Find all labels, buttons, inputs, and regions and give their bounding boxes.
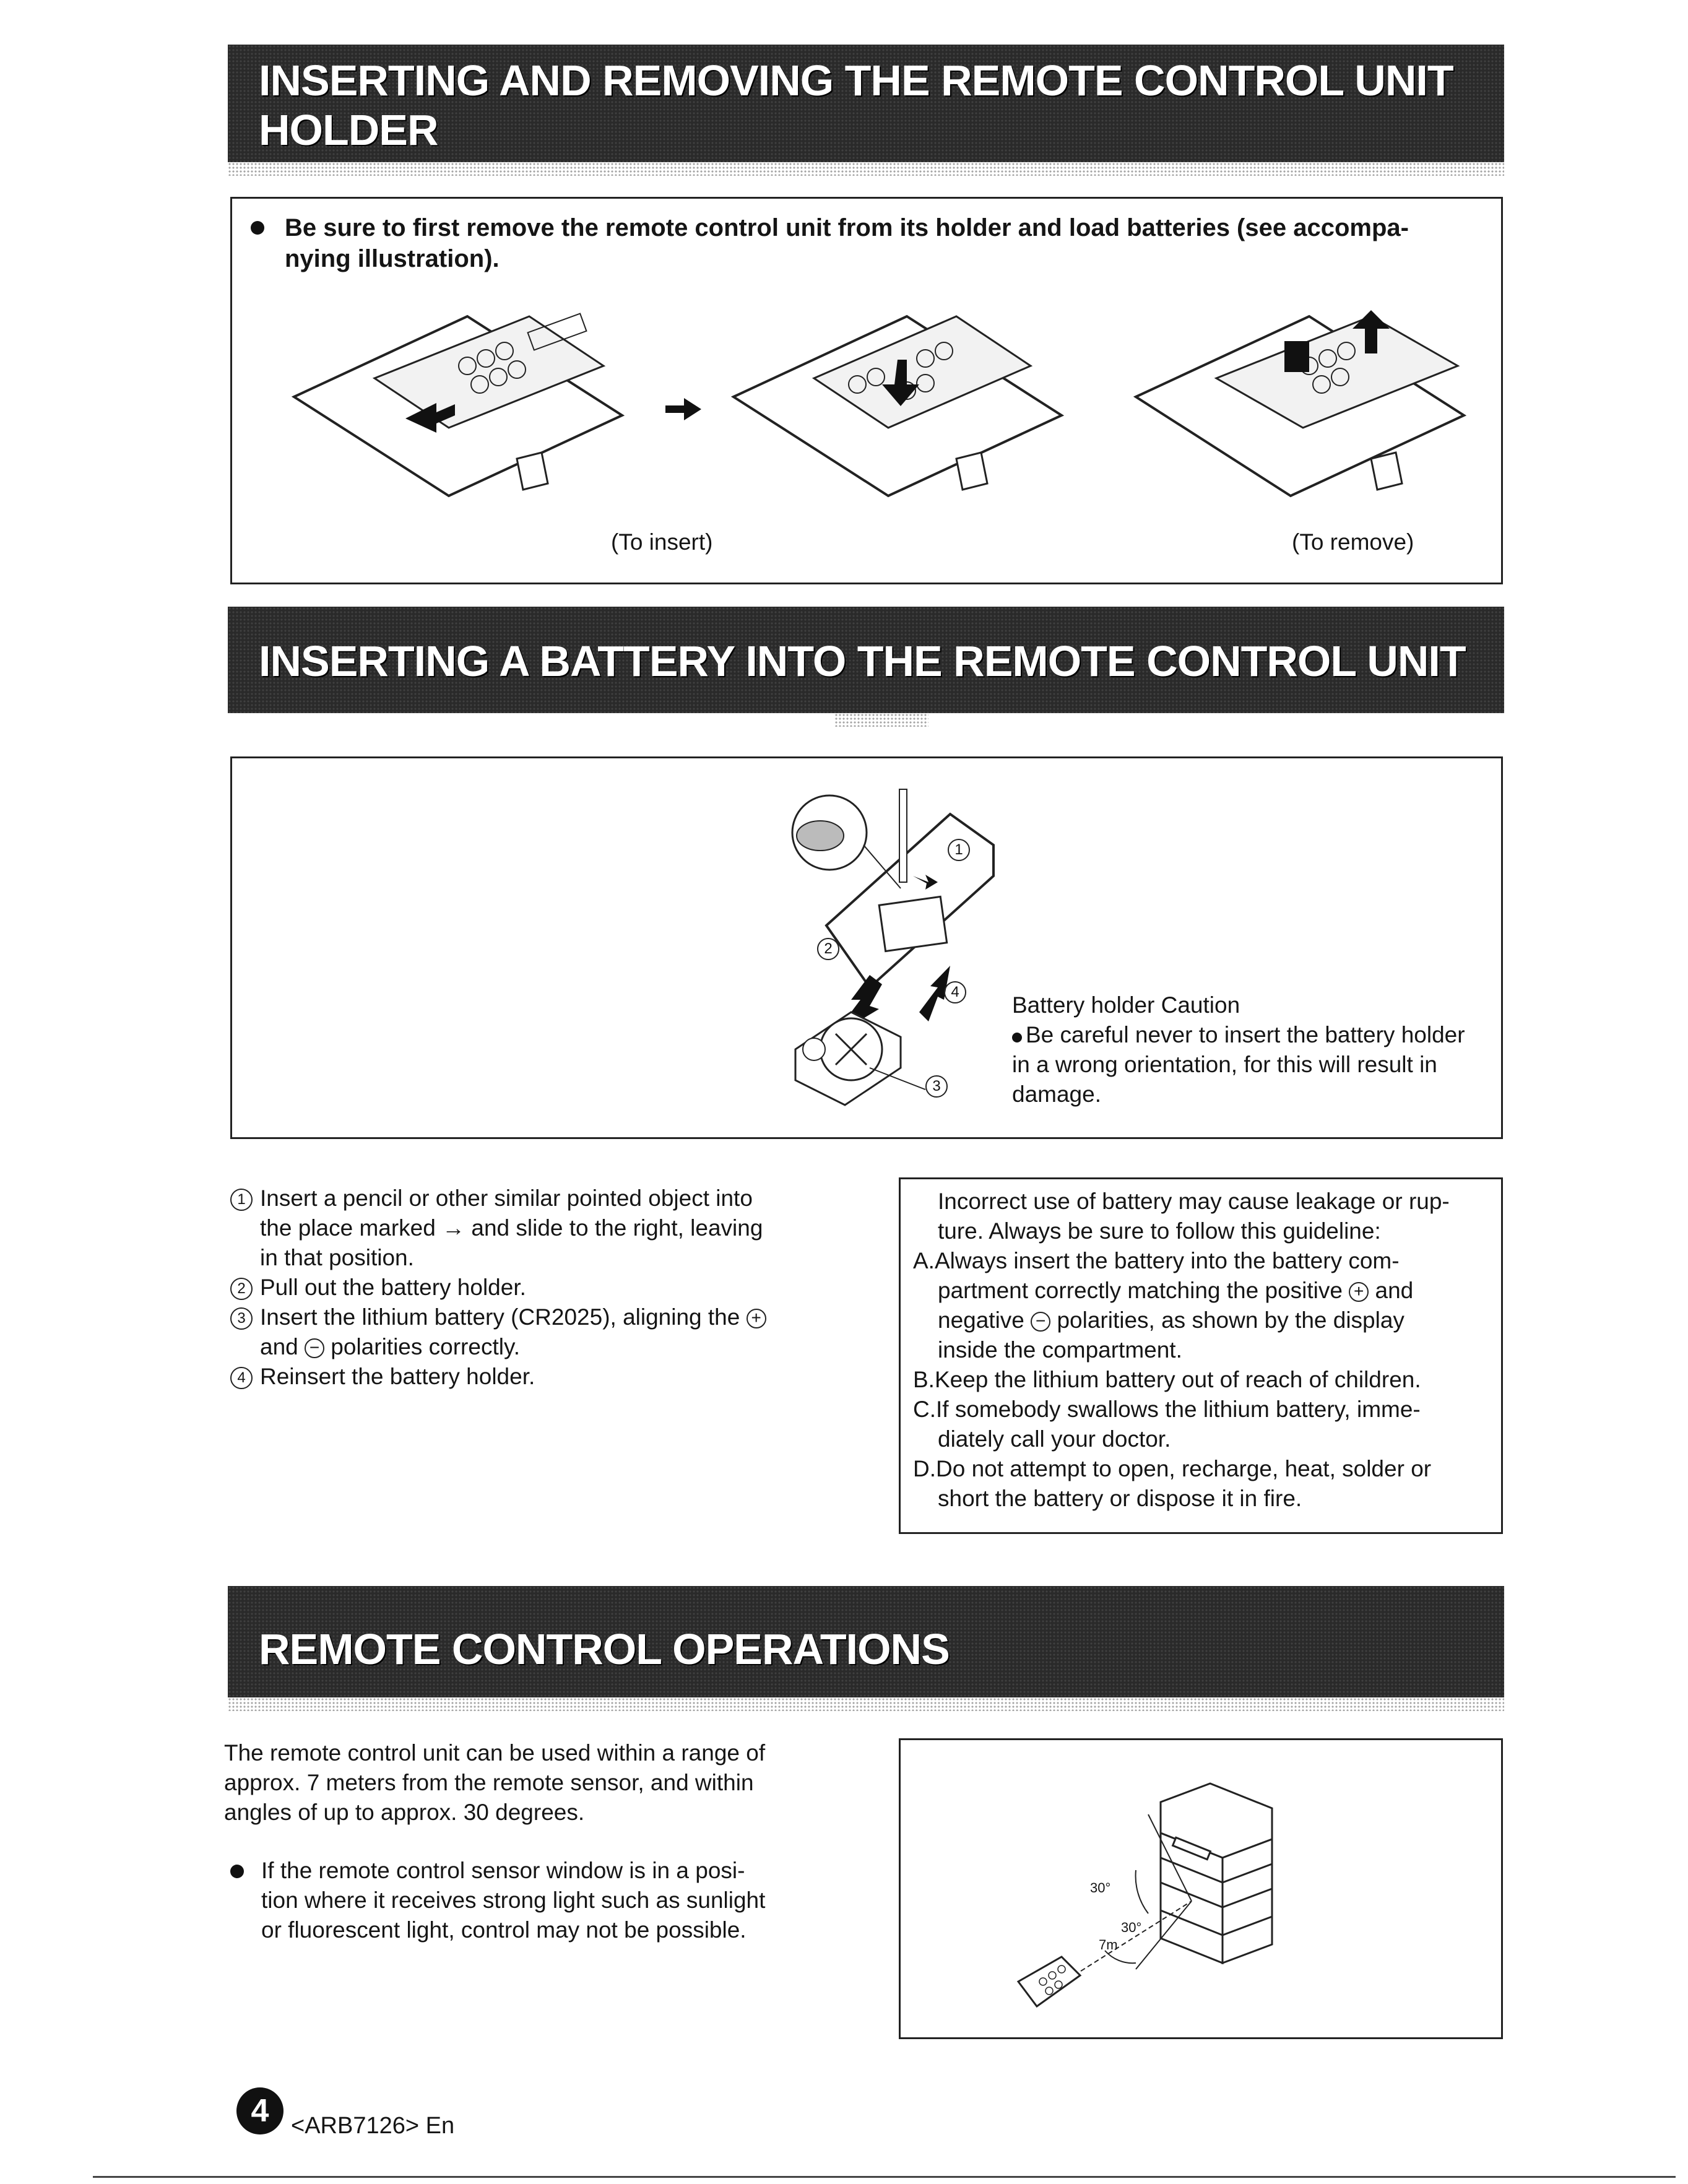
section-title-holder-line2: HOLDER (259, 106, 438, 154)
bullet-icon (1012, 1033, 1022, 1042)
step-4: 4 Reinsert the battery holder. (230, 1362, 862, 1392)
footer-rule (93, 2176, 1676, 2178)
holder-note-line1: Be sure to first remove the remote control unit from its holder and load batteries (see accompa- (285, 214, 1409, 241)
warn-c1: C.If somebody swallows the lithium battery, imme- (913, 1397, 1421, 1422)
warn-d1: D.Do not attempt to open, recharge, heat, solder or (913, 1456, 1432, 1481)
plus-icon: + (747, 1309, 766, 1328)
warn-a1: A.Always insert the battery into the battery com- (913, 1248, 1400, 1273)
warn-d2: short the battery or dispose it in fire. (938, 1486, 1302, 1511)
angle-label-top: 30° (1090, 1880, 1111, 1896)
holder-note-line2: nying illustration). (285, 245, 500, 272)
battery-illustration-box (230, 756, 1503, 1139)
minus-icon: − (1031, 1312, 1050, 1332)
plus-icon: + (1349, 1282, 1369, 1302)
caution-line2: in a wrong orientation, for this will result in (1012, 1052, 1437, 1077)
operations-bullet: If the remote control sensor window is in a posi- tion where it receives strong light such as sunlight or fluorescent light, control may not be possible. (224, 1856, 868, 1945)
distance-label: 7m (1099, 1937, 1118, 1952)
step-2: 2 Pull out the battery holder. (230, 1273, 862, 1302)
step-3: 3 Insert the lithium battery (CR2025), aligning the + (230, 1302, 862, 1332)
caution-line3: damage. (1012, 1081, 1101, 1107)
bullet-icon (230, 1865, 244, 1878)
operations-paragraph: The remote control unit can be used within a range of approx. 7 meters from the remote sensor, and within angles of up to approx. 30 degrees. (224, 1740, 766, 1825)
step-number-4-label: 4 (944, 981, 966, 1003)
caution-line1: Be careful never to insert the battery holder (1012, 1020, 1495, 1050)
section-title-holder-line1: INSERTING AND REMOVING THE REMOTE CONTROL UNIT (259, 56, 1453, 105)
arrow-right-icon: → (442, 1215, 465, 1241)
step-number-3-label: 3 (925, 1075, 948, 1098)
caption-to-insert: (To insert) (611, 529, 713, 555)
minus-icon: − (305, 1338, 324, 1358)
section-title-operations: REMOTE CONTROL OPERATIONS (259, 1625, 950, 1673)
battery-holder-caution (1012, 990, 1495, 1109)
angle-label-bottom: 30° (1121, 1920, 1142, 1935)
step-number-1-label: 1 (948, 839, 970, 861)
holder-illustration-box (230, 197, 1503, 584)
section-title-battery: INSERTING A BATTERY INTO THE REMOTE CONTROL UNIT (259, 637, 1466, 685)
remote-holder-illustration-3 (1123, 298, 1495, 502)
step-number-2-label: 2 (817, 938, 839, 960)
caution-title: Battery holder Caution (1012, 992, 1240, 1018)
document-code: <ARB7126> En (291, 2113, 455, 2139)
section-banner-operations (228, 1586, 1504, 1697)
page-number-badge (236, 2087, 283, 2134)
warn-line2: ture. Always be sure to follow this guideline: (938, 1218, 1381, 1244)
operations-illustration-box (899, 1738, 1503, 2039)
step-1: 1 Insert a pencil or other similar pointed object into (230, 1184, 862, 1213)
bullet-icon (251, 221, 264, 235)
holder-note (251, 212, 1489, 274)
section-banner-holder (228, 45, 1504, 162)
remote-holder-illustration-1 (282, 298, 628, 502)
remote-range-illustration (1012, 1777, 1359, 2013)
battery-steps-list: 1 Insert a pencil or other similar pointed object into the place marked → and slide to the right, leaving in that position. 2 Pull out the battery holder. 3 Insert the lithium battery (CR2025), aligning the + and − polarities correctly. 4 Reinsert the battery holder. (230, 1184, 862, 1392)
page-number: 4 (251, 2093, 269, 2129)
warn-c2: diately call your doctor. (938, 1426, 1171, 1452)
arrow-right-icon (665, 397, 703, 422)
warn-line1: Incorrect use of battery may cause leakage or rup- (938, 1189, 1450, 1214)
remote-holder-illustration-2 (721, 298, 1068, 502)
section-banner-battery (228, 607, 1504, 713)
caption-to-remove: (To remove) (1292, 529, 1414, 555)
warn-a4: inside the compartment. (938, 1337, 1182, 1363)
warn-b: B.Keep the lithium battery out of reach of children. (913, 1367, 1421, 1392)
battery-warning-box: Incorrect use of battery may cause leakage or rup- ture. Always be sure to follow this guideline: A.Always insert the battery into the battery com- partment correctly matching the positive + and negative − polarities, as shown by the display inside the compartment. B.Keep the lithium battery out of reach of children. C.If somebody swallows the lithium battery, imme- diately call your doctor. D.Do not attempt to open, recharge, heat, solder or short the battery or dispose it in fire. (899, 1177, 1503, 1534)
